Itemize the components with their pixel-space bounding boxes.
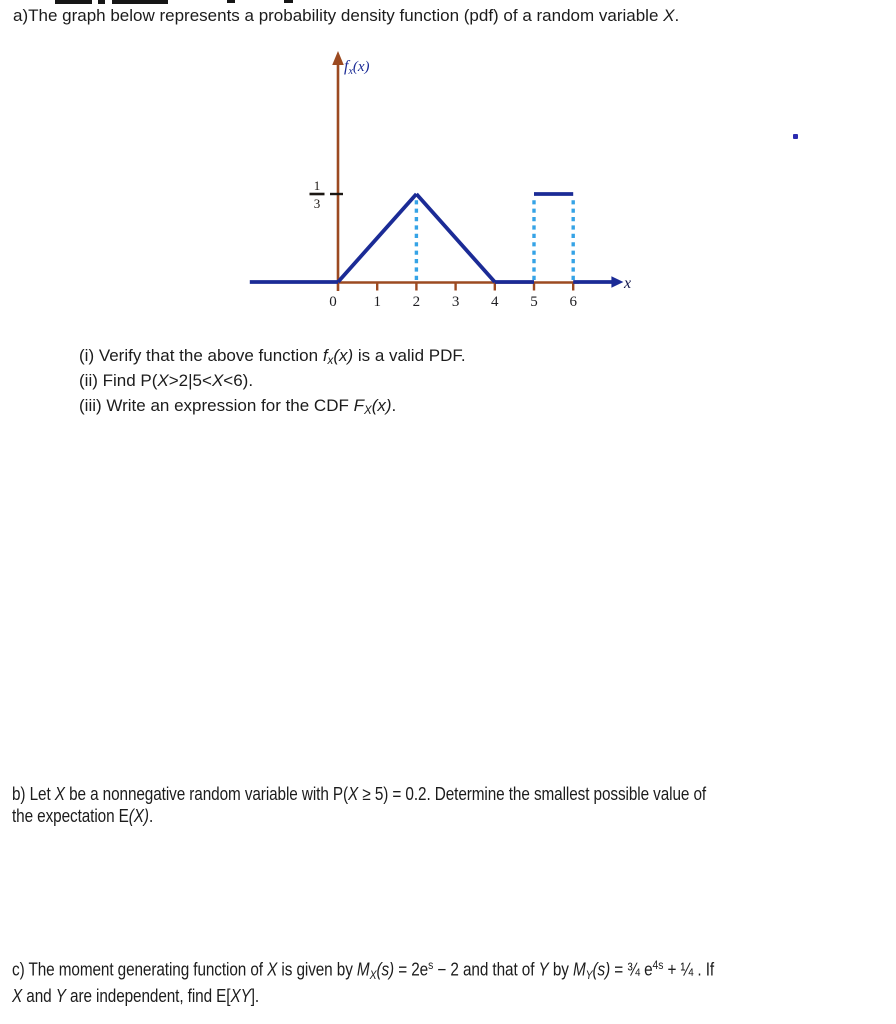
text-segment: the expectation E [12, 805, 129, 826]
text-segment: . [391, 396, 397, 415]
text-segment: 4s [652, 958, 664, 972]
problem-a-intro [13, 3, 679, 28]
text-segment: be a nonnegative random variable with P( [64, 784, 349, 804]
question-item-iii [79, 393, 396, 424]
text-segment: M [356, 959, 370, 980]
problem-b [12, 784, 829, 827]
text-segment: b) Let [12, 784, 55, 804]
y-tick-label-denominator: 3 [313, 196, 321, 212]
text-segment: ]. [250, 986, 260, 1007]
text-segment: (ii) Find P( [79, 371, 158, 390]
text-segment: Y [538, 959, 549, 980]
pdf-curve-segment [338, 194, 416, 282]
text-segment: are independent, find E[ [65, 986, 231, 1007]
text-segment: X [211, 371, 224, 390]
y-tick-label-numerator: 1 [313, 178, 321, 194]
x-tick-label: 1 [373, 294, 381, 310]
text-segment: . [674, 6, 680, 25]
text-segment: >2|5< [168, 371, 212, 390]
text-segment: XY [230, 986, 251, 1007]
stray-dot [793, 134, 798, 139]
x-axis-label: x [624, 275, 632, 292]
x-tick-label: 6 [569, 294, 577, 310]
text-segment: F [353, 396, 364, 415]
text-segment: is given by [277, 959, 357, 980]
text-segment: X [663, 6, 675, 25]
text-segment: x [327, 354, 334, 367]
problem-c-line2 [12, 986, 714, 1008]
text-segment: f [322, 346, 328, 365]
x-axis-arrow [611, 276, 623, 288]
text-segment: X [348, 784, 359, 804]
text-segment: c) The moment generating function of [12, 959, 268, 980]
pdf-figure [246, 46, 646, 318]
text-segment: and [22, 986, 56, 1007]
text-segment: = ¾ e [610, 959, 653, 980]
pdf-curve-segment [416, 194, 494, 282]
x-tick-label: 0 [329, 294, 337, 310]
text-segment: (X) [128, 805, 149, 826]
x-tick-label: 5 [530, 294, 538, 310]
text-segment: Y [585, 967, 593, 982]
text-segment: (s) [592, 959, 611, 980]
x-tick-label: 3 [451, 294, 460, 310]
y-axis-arrow [332, 51, 344, 65]
text-segment: is a valid PDF. [353, 346, 466, 365]
text-segment: = 2e [394, 959, 429, 980]
text-segment: a)The graph below represents a probability density function (pdf) of a random variable [13, 6, 664, 25]
text-segment: <6). [223, 371, 254, 390]
text-segment: X [157, 371, 169, 390]
x-tick-label: 2 [412, 294, 421, 310]
x-tick-label: 4 [491, 294, 499, 310]
problem-b-line1 [12, 784, 706, 806]
problem-c-line1 [12, 955, 714, 986]
text-segment: X [267, 959, 278, 980]
text-segment: (s) [376, 959, 395, 980]
text-segment: M [572, 959, 586, 980]
text-segment: by [548, 959, 573, 980]
problem-c [12, 955, 838, 1008]
text-segment: ≥ 5) = 0.2. Determine the smallest possible value of [358, 784, 707, 804]
text-segment: (iii) Write an expression for the CDF [79, 396, 354, 415]
text-segment: X [369, 967, 377, 982]
text-segment: X [364, 404, 372, 417]
y-axis-label: fx(x) [344, 58, 370, 77]
text-segment: . [148, 805, 154, 826]
text-segment: − 2 and that of [433, 959, 539, 980]
text-segment: X [12, 986, 23, 1007]
text-segment: (x) [371, 396, 392, 415]
text-segment: s [428, 958, 434, 972]
text-segment: (i) Verify that the above function [79, 346, 323, 365]
text-segment: (x) [333, 346, 354, 365]
problem-b-line2 [12, 806, 706, 828]
text-segment: + ¼ . If [663, 959, 715, 980]
fraction-bar [310, 193, 325, 196]
question-item-ii [79, 368, 253, 393]
text-segment: Y [55, 986, 66, 1007]
text-segment: X [54, 784, 65, 804]
